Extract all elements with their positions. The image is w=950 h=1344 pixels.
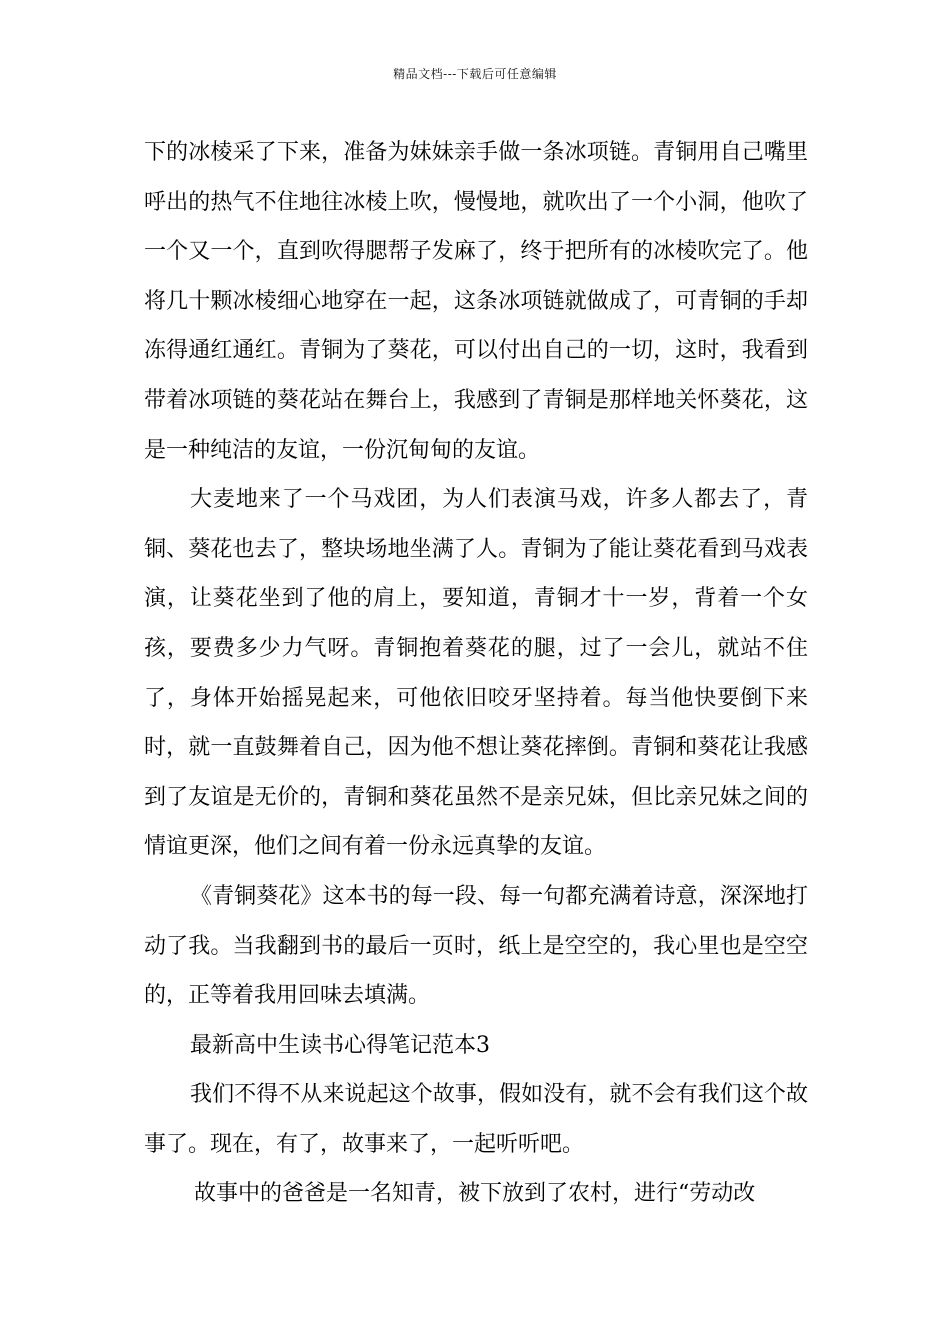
paragraph-circus: 大麦地来了一个马戏团，为人们表演马戏，许多人都去了，青铜、葵花也去了，整块场地坐满了人。青铜为了能让葵花看到马戏表演，让葵花坐到了他的肩上，要知道，青铜才十一岁，背着一个女孩，要费多少力气呀。青铜抱着葵花的腿，过了一会儿，就站不住了，身体开始摇晃起来，可他依旧咬牙坚持着。每当他快要倒下来时，就一直鼓舞着自己，因为他不想让葵花摔倒。青铜和葵花让我感到了友谊是无价的，青铜和葵花虽然不是亲兄妹，但比亲兄妹之间的情谊更深，他们之间有着一份永远真挚的友谊。 bbox=[144, 487, 808, 860]
paragraph-story-father: 故事中的爸爸是一名知青，被下放到了农村，进行“劳动改 bbox=[194, 1181, 756, 1207]
section-heading: 最新高中生读书心得笔记范本3 bbox=[190, 1032, 490, 1058]
paragraph-book-impression: 《青铜葵花》这本书的每一段、每一句都充满着诗意，深深地打动了我。当我翻到书的最后一页时，纸上是空空的，我心里也是空空的，正等着我用回味去填满。 bbox=[144, 883, 808, 1009]
paragraph-story-intro: 我们不得不从来说起这个故事，假如没有，就不会有我们这个故事了。现在，有了，故事来了，一起听听吧。 bbox=[144, 1082, 808, 1157]
page-header: 精品文档---下载后可任意编辑 bbox=[393, 67, 557, 81]
document-body bbox=[144, 128, 808, 1219]
paragraph-continued: 下的冰棱采了下来，准备为妹妹亲手做一条冰项链。青铜用自己嘴里呼出的热气不住地往冰棱上吹，慢慢地，就吹出了一个小洞，他吹了一个又一个，直到吹得腮帮子发麻了，终于把所有的冰棱吹完了。他将几十颗冰棱细心地穿在一起，这条冰项链就做成了，可青铜的手却冻得通红通红。青铜为了葵花，可以付出自己的一切，这时，我看到带着冰项链的葵花站在舞台上，我感到了青铜是那样地关怀葵花，这是一种纯洁的友谊，一份沉甸甸的友谊。 bbox=[144, 140, 808, 463]
